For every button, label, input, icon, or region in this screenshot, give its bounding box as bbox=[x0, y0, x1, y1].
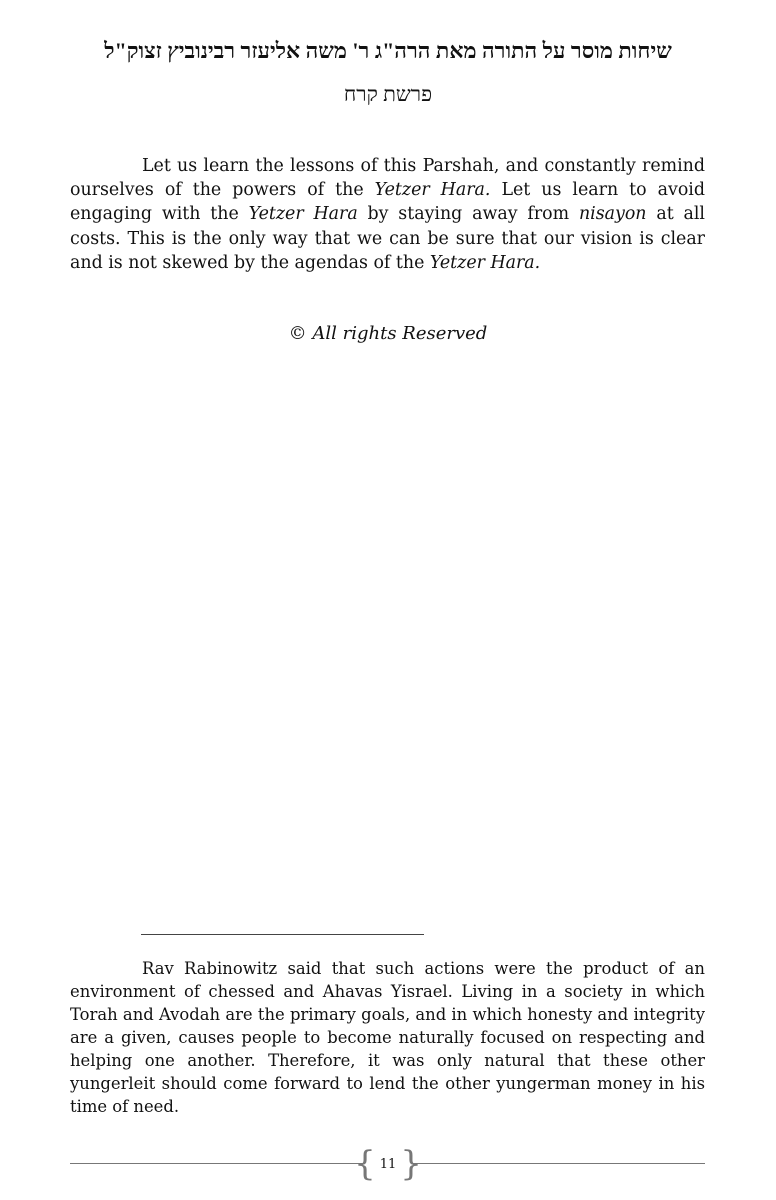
left-brace-icon: { bbox=[354, 1144, 376, 1184]
footnote-separator bbox=[141, 934, 424, 935]
footnote-text: Rav Rabinowitz said that such actions were the product of an environment of chessed and Ahavas Yisrael. Living in a society in which Torah and Avodah are the primary goals, and in which honesty and integrity are a given, causes people to become naturally focused on respecting and helping one another. Therefore, it was only natural that these other yungerleit should come forward to lend the other yungerman money in his time of need. bbox=[70, 959, 705, 1116]
body-text-4: at all costs. This is the only way that we can be sure that our vision is clear and is not skewed by the agendas of the bbox=[70, 204, 705, 273]
body-italic-1: Yetzer Hara. bbox=[374, 180, 491, 201]
right-brace-icon: } bbox=[400, 1144, 422, 1184]
page-number: 11 bbox=[379, 1156, 397, 1172]
running-header-title: שיחות מוסר על התורה מאת הרה"ג ר' משה אליעזר רבינוביץ זצוק"ל bbox=[104, 38, 672, 63]
page-number-bracket bbox=[354, 1144, 422, 1184]
parsha-subtitle: פרשת קרח bbox=[343, 82, 433, 106]
footer-rule-right bbox=[412, 1163, 705, 1164]
body-text-2: Let us learn to avoid engaging with the bbox=[70, 180, 705, 225]
copyright-notice: © All rights Reserved bbox=[288, 323, 488, 344]
body-paragraph bbox=[70, 154, 705, 275]
page-footer bbox=[70, 1146, 705, 1182]
body-italic-4: Yetzer Hara. bbox=[429, 252, 541, 273]
body-text-3: by staying away from bbox=[357, 204, 579, 225]
body-text-1: Let us learn the lessons of this Parshah, and constantly remind ourselves of the powers of the bbox=[70, 156, 705, 201]
footer-rule-left bbox=[70, 1163, 364, 1164]
body-italic-2: Yetzer Hara bbox=[248, 204, 358, 225]
body-italic-3: nisayon bbox=[578, 204, 647, 225]
